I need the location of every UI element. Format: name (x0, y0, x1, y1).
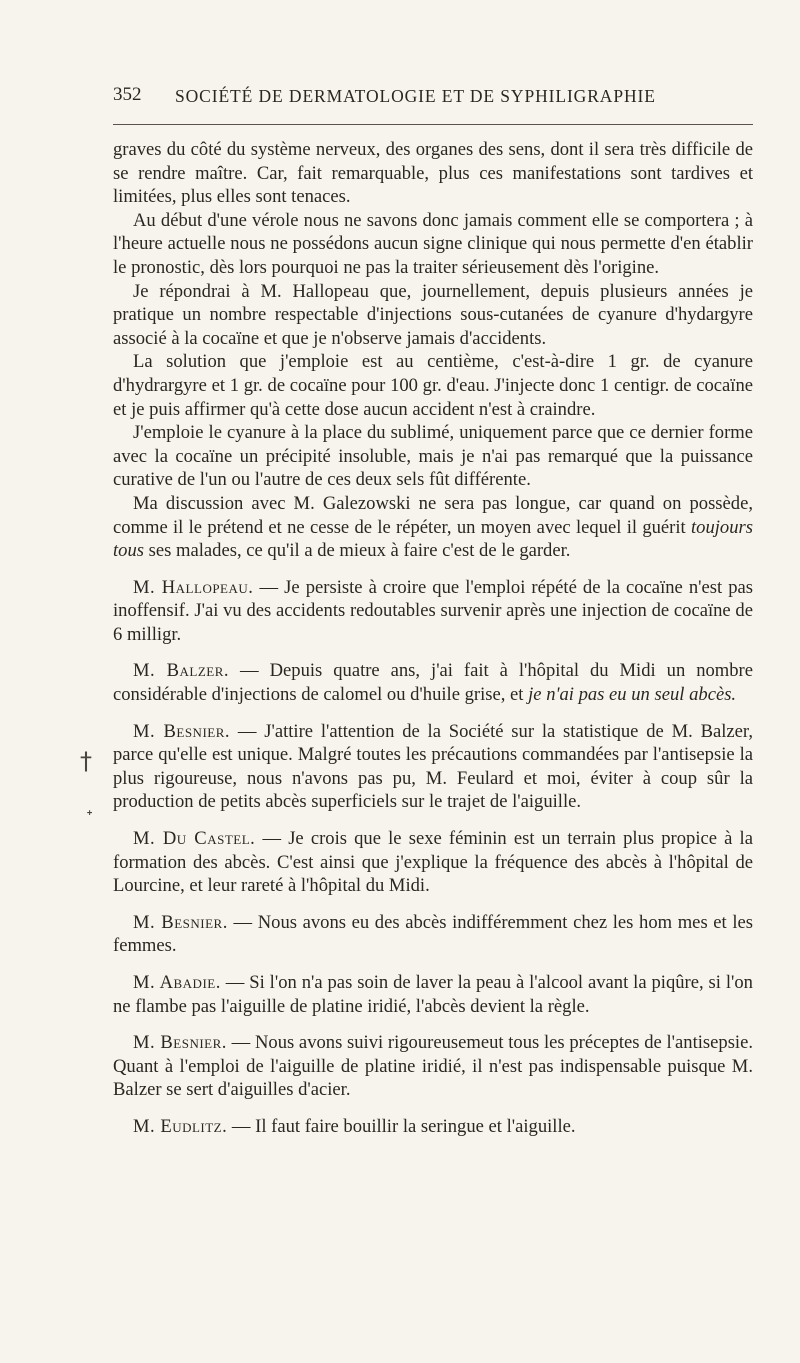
header-rule (113, 124, 753, 125)
paragraph: La solution que j'emploie est au centième, c'est-à-dire 1 gr. de cyanure d'hydrargyre et 1 gr. de cocaïne pour 100 gr. d'eau. J'injecte donc 1 centigr. de cocaïne et je puis affirmer qu'à cette dose aucun accident n'est à craindre. (113, 351, 753, 420)
running-title: SOCIÉTÉ DE DERMATOLOGIE ET DE SYPHILIGRAPHIE (175, 86, 656, 106)
speaker-name: M. Du Castel. (133, 828, 256, 850)
speaker-paragraph: M. Du Castel. — Je crois que le sexe féminin est un terrain plus propice à la formation des abcès. C'est ainsi que j'explique la fréquence des abcès à l'hôpital de Lourcine, et leur rareté à l'hôpital du Midi. (113, 828, 753, 897)
body-text (113, 138, 753, 1139)
running-header (113, 84, 753, 110)
speaker-paragraph: M. Abadie. — Si l'on n'a pas soin de laver la peau à l'alcool avant la piqûre, si l'on ne flambe pas l'aiguille de platine iridié, l'abcès devient la règle. (113, 972, 753, 1017)
speaker-name: M. Eudlitz. (133, 1115, 228, 1137)
speaker-paragraph: M. Besnier. — J'attire l'attention de la Société sur la statistique de M. Balzer, parce qu'elle est unique. Malgré toutes les précautions commandées par l'antisepsie la plus rigoureuse, nous n'avons pas pu, M. Feulard et moi, éviter à coup sûr la production de petits abcès superficiels sur le trajet de l'aiguille. (113, 720, 753, 813)
page-number: 352 (113, 84, 142, 105)
margin-dagger-icon: † (80, 747, 92, 775)
paragraph: Ma discussion avec M. Galezowski ne sera pas longue, car quand on possède, comme il le prétend et ne cesse de le répéter, un moyen avec lequel il guérit toujours tous ses malades, ce qu'il a de mieux à faire c'est de le garder. (113, 492, 753, 562)
speaker-name: M. Besnier. (133, 720, 231, 742)
margin-tick-icon: ᐩ (86, 806, 94, 827)
paragraph: Je répondrai à M. Hallopeau que, journellement, depuis plusieurs années je pratique un nombre respectable d'injections sous-cutanées de cyanure d'hydargyre associé à la cocaïne et que je n'observe jamais d'accidents. (113, 280, 753, 349)
paragraph: J'emploie le cyanure à la place du sublimé, uniquement parce que ce dernier forme avec la cocaïne un précipité insoluble, mais je n'ai pas remarqué que la puissance curative de l'un ou l'autre de ces deux sels fût différente. (113, 422, 753, 491)
speaker-name: M. Hallopeau. (133, 576, 254, 598)
speaker-name: M. Besnier. (133, 1032, 227, 1054)
speaker-name: M. Balzer. (133, 660, 230, 682)
speaker-paragraph: M. Besnier. — Nous avons suivi rigoureusemeut tous les préceptes de l'antisepsie. Quant à l'emploi de l'aiguille de platine iridié, il n'est pas indispensable puisque M. Balzer se sert d'aiguilles d'acier. (113, 1032, 753, 1101)
speaker-name: M. Besnier. (133, 911, 228, 933)
speaker-paragraph: M. Besnier. — Nous avons eu des abcès indifféremment chez les hom mes et les femmes. (113, 911, 754, 957)
emphasis: je n'ai pas eu un seul abcès. (528, 684, 737, 706)
emphasis: toujours tous (113, 516, 753, 562)
speaker-paragraph: M. Balzer. — Depuis quatre ans, j'ai fait à l'hôpital du Midi un nombre considérable d'injections de calomel ou d'huile grise, et je n'ai pas eu un seul abcès. (113, 660, 753, 706)
paragraph: Au début d'une vérole nous ne savons donc jamais comment elle se comportera ; à l'heure actuelle nous ne possédons aucun signe clinique qui nous permette d'en établir le pronostic, dès lors pourquoi ne pas la traiter sérieusement dès l'origine. (113, 209, 753, 278)
speaker-paragraph: M. Hallopeau. — Je persiste à croire que l'emploi répété de la cocaïne n'est pas inoffensif. J'ai vu des accidents redoutables survenir après une injection de cocaïne de 6 milligr. (113, 576, 753, 645)
paragraph: graves du côté du système nerveux, des organes des sens, dont il sera très difficile de se rendre maître. Car, fait remarquable, plus ces manifestations sont tardives et limitées, plus elles sont tenaces. (113, 139, 753, 208)
speaker-name: M. Abadie. (133, 972, 221, 993)
speaker-paragraph: M. Eudlitz. — Il faut faire bouillir la seringue et l'aiguille. (133, 1115, 576, 1137)
